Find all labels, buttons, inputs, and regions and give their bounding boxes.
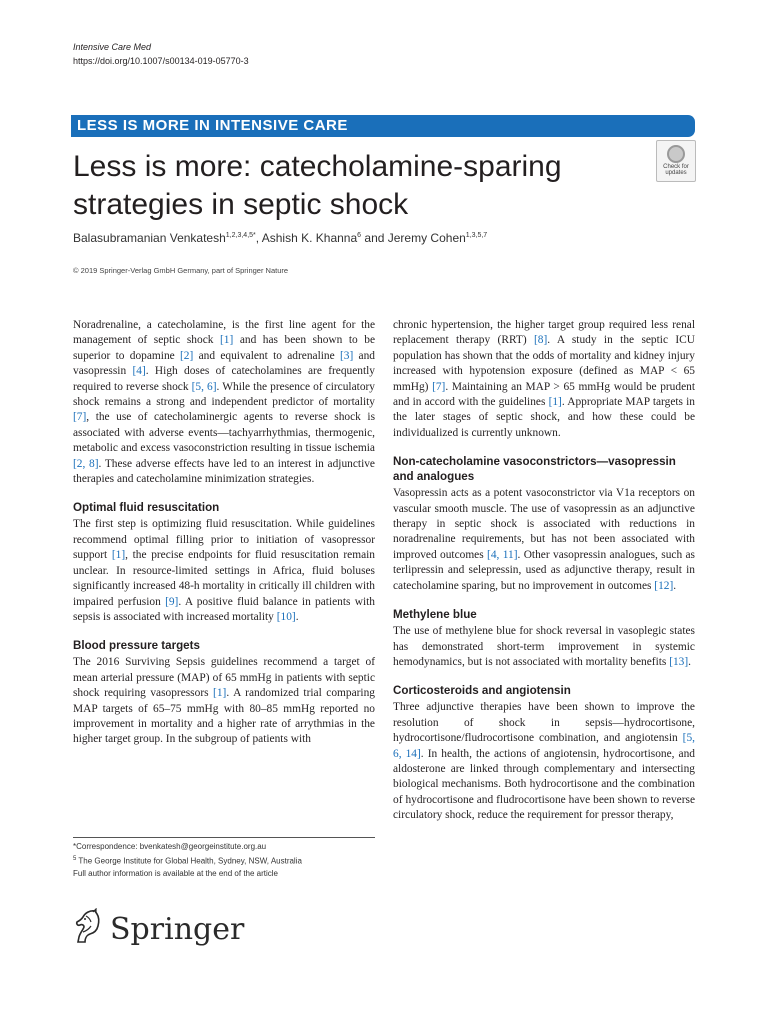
citation-link[interactable]: [8] (534, 334, 548, 347)
citation-link[interactable]: [4] (132, 365, 146, 378)
author-name[interactable]: Balasubramanian Venkatesh (73, 231, 226, 245)
affiliation-note: $^5$ The George Institute for Global Health, Sydney, NSW, Australia (73, 856, 302, 866)
article-title (73, 148, 593, 224)
section-heading: Corticosteroids and angiotensin (393, 684, 571, 698)
title-line-1: Less is more: catecholamine-sparing (73, 150, 562, 183)
springer-wordmark: Springer (110, 912, 245, 947)
footnotes (73, 841, 375, 880)
citation-link[interactable]: [1] (219, 334, 234, 347)
author-list (73, 231, 487, 245)
citation-link[interactable]: [5, 6, 14] (393, 732, 695, 760)
steroid-paragraph: Three adjunctive therapies have been shown to improve the resolution of shock in sepsis—hydrocortisone, hydrocortisone/fludrocortisone combination, and angiotensin [5, 6, 14]. In health, the actions of angiotensin, hydrocortisone, and aldosterone are linked through complementary and intersecting biological mechanisms. Both hydrocortisone and the combination of hydrocortisone and fludrocortisone have been shown to reverse circulatory shock, reduce the requirement for pressor therapy, (393, 701, 695, 822)
check-for-updates-badge[interactable] (656, 140, 696, 182)
methylene-paragraph: The use of methylene blue for shock reversal in vasoplegic states has demonstrated short-term improvement in systemic hemodynamics, but is not associated with mortality benefits [13]. (393, 625, 695, 668)
citation-link[interactable]: [1] (111, 549, 126, 562)
citation-link[interactable]: [13] (669, 655, 689, 668)
section-heading: Non-catecholamine vasoconstrictors—vasopressin and analogues (393, 455, 676, 484)
journal-header (73, 40, 249, 68)
bp-paragraph: The 2016 Surviving Sepsis guidelines recommend a target of mean arterial pressure (MAP) of 65 mmHg in patients with septic shock requiring vasopressors [1]. A randomized trial comparing MAP targets of 65–75 mmHg with 80–85 mmHg reported no improvement in mortality and a higher rate of arrythmias in the higher target group. In the subgroup of patients with (73, 656, 375, 746)
footnote-divider (73, 837, 375, 838)
section-banner: LESS IS MORE IN INTENSIVE CARE (71, 115, 695, 137)
author-affiliation: 6 (357, 232, 362, 239)
check-badge-line-2: updates (665, 170, 687, 176)
left-column (73, 318, 375, 748)
journal-name: Intensive Care Med (73, 42, 152, 52)
author-name[interactable]: , Ashish K. Khanna (255, 231, 358, 245)
citation-link[interactable]: [3] (339, 349, 354, 362)
right-column (393, 318, 695, 824)
copyright-notice: © 2019 Springer-Verlag GmbH Germany, part of Springer Nature (73, 266, 289, 275)
author-affiliation: 1,3,5,7 (465, 232, 488, 239)
author-affiliation: 1,2,3,4,5* (225, 232, 256, 239)
springer-horse-icon (73, 908, 105, 944)
citation-link[interactable]: [12] (654, 579, 674, 592)
citation-link[interactable]: [4, 11] (487, 548, 518, 561)
section-heading: Optimal fluid resuscitation (73, 501, 220, 515)
author-info-note: Full author information is available at the end of the article (73, 868, 279, 878)
citation-link[interactable]: [1] (213, 687, 227, 700)
check-updates-icon (667, 145, 685, 163)
doi-link[interactable]: https://doi.org/10.1007/s00134-019-05770-3 (73, 56, 249, 66)
citation-link[interactable]: [10] (276, 610, 296, 623)
fluid-paragraph: The first step is optimizing fluid resuscitation. While guidelines recommend optimal filling prior to initiation of vasopressor support [1], the precise endpoints for fluid resuscitation remain unclear. In resource-limited settings in Africa, fluid boluses significantly increased 48-h mortality in critically ill children with impaired perfusion [9]. A positive fluid balance in patients with sepsis is associated with increased mortality [10]. (73, 518, 375, 623)
citation-link[interactable]: [7] (73, 411, 87, 424)
citation-link[interactable]: [1] (548, 396, 562, 409)
citation-link[interactable]: [7] (432, 380, 446, 393)
section-heading: Methylene blue (393, 608, 477, 622)
check-badge-line-1: Check for (663, 164, 689, 170)
citation-link[interactable]: [5, 6] (191, 380, 217, 393)
correspondence-note[interactable]: *Correspondence: bvenkatesh@georgeinstitute.org.au (73, 842, 267, 851)
map-paragraph: chronic hypertension, the higher target group required less renal replacement therapy (RRT) [8]. A study in the septic ICU population has shown that the odds of mortality and kidney injury increased with hypotension exposure (defined as MAP < 65 mmHg) [7]. Maintaining an MAP > 65 mmHg would be prudent and in accord with the guidelines [1]. Appropriate MAP targets in the later stages of septic shock, and how these could be individualized is currently unknown. (393, 319, 696, 439)
citation-link[interactable]: [2, 8] (73, 457, 99, 470)
vasopressin-paragraph: Vasopressin acts as a potent vasoconstrictor via V1a receptors on vascular smooth muscle. The use of vasopressin as an adjunctive therapy in septic shock is associated with reductions in noradrenaline requirements, but has not been associated with improved outcomes [4, 11]. Other vasopressin analogues, such as terlipressin and selepressin, used as adjunctive therapy, result in catecholamine sparing, but no improvement in outcomes [12]. (393, 487, 695, 592)
section-heading: Blood pressure targets (73, 639, 200, 653)
title-line-2: strategies in septic shock (73, 188, 409, 221)
citation-link[interactable]: [9] (165, 595, 179, 608)
author-name[interactable]: and Jeremy Cohen (361, 231, 466, 245)
intro-paragraph: Noradrenaline, a catecholamine, is the first line agent for the management of septic shock [1] and has been shown to be superior to dopamine [2] and equivalent to adrenaline [3] and vasopressin [4]. High doses of catecholamines are frequently required to reverse shock [5, 6]. While the presence of circulatory shock remains a strong and independent predictor of mortality [7], the use of catecholaminergic agents to reverse shock is associated with adverse events—tachyarrhythmias, thermogenic, metabolic and excess vasoconstriction resulting in tissue ischemia [2, 8]. These adverse effects have led to an interest in adjunctive therapies and catecholamine minimization strategies. (73, 319, 376, 486)
citation-link[interactable]: [2] (180, 349, 194, 362)
